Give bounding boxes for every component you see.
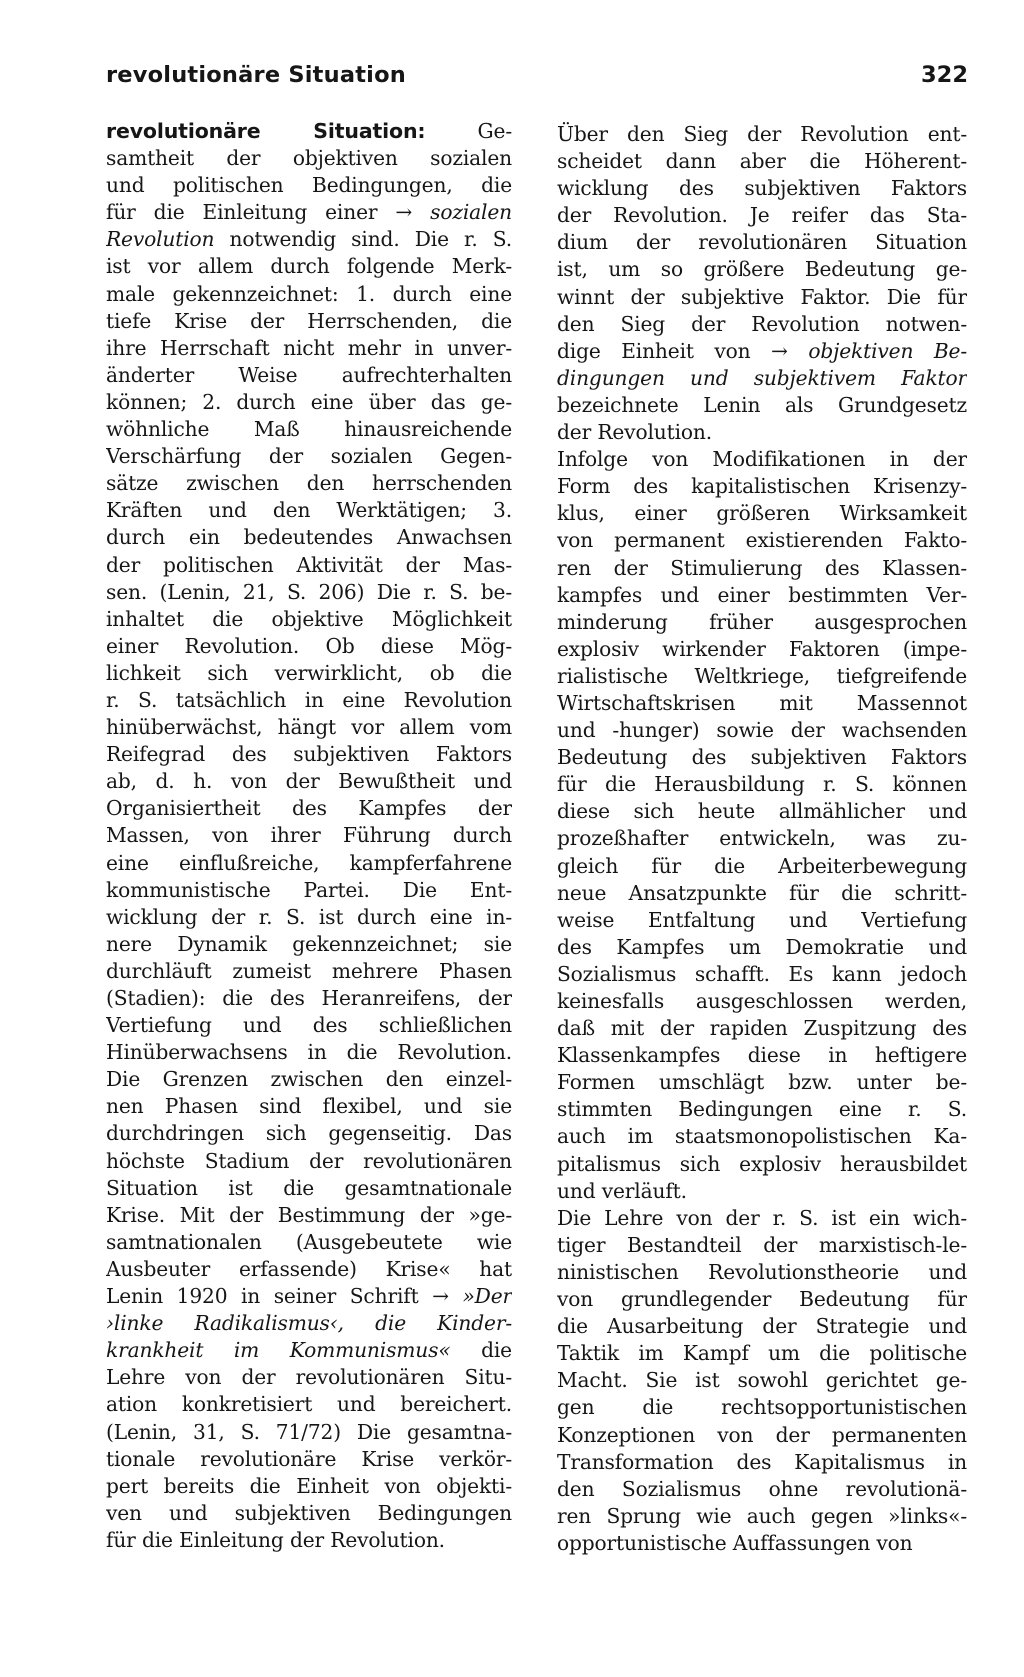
text-line: ab, d. h. von der Bewußtheit und xyxy=(106,769,512,794)
text-line: Klassenkampfes diese in heftigere xyxy=(557,1043,967,1068)
text-line: stimmten Bedingungen eine r. S. xyxy=(557,1097,967,1122)
text-line: ihre Herrschaft nicht mehr in unver- xyxy=(106,335,512,360)
text-line: Massen, von ihrer Führung durch xyxy=(106,823,512,848)
text-line: minderung früher ausgesprochen xyxy=(557,609,967,634)
text-line: neue Ansatzpunkte für die schritt- xyxy=(557,880,967,905)
text-line: ›linke Radikalismus‹, die Kinder- xyxy=(106,1311,512,1336)
text-line: r. S. tatsächlich in eine Revolution xyxy=(106,687,512,712)
text-line: Situation ist die gesamtnationale xyxy=(106,1175,512,1200)
text-line: inhaltet die objektive Möglichkeit xyxy=(106,606,512,631)
text-line: opportunistische Auffassungen von xyxy=(557,1530,913,1555)
text-line: dige Einheit von → objektiven Be- xyxy=(557,338,967,363)
text-line: Kräften und den Werktätigen; 3. xyxy=(106,498,512,523)
text-line: Die Grenzen zwischen den einzel- xyxy=(106,1067,512,1092)
text-line: hinüberwächst, hängt vor allem vom xyxy=(106,715,512,740)
text-line: dingungen und subjektivem Faktor xyxy=(557,365,967,390)
text-line: Vertiefung und des schließlichen xyxy=(106,1013,512,1038)
text-line: höchste Stadium der revolutionären xyxy=(106,1148,512,1173)
text-line: eine einflußreiche, kampferfahrene xyxy=(106,850,512,875)
text-line: Macht. Sie ist sowohl gerichtet ge- xyxy=(557,1368,967,1393)
text-line: ist, um so größere Bedeutung ge- xyxy=(557,257,967,282)
text-line: tiger Bestandteil der marxistisch-le- xyxy=(557,1232,967,1257)
text-line: von permanent existierenden Fakto- xyxy=(557,528,967,553)
text-line: können; 2. durch eine über das ge- xyxy=(106,389,512,414)
text-line: einer Revolution. Ob diese Mög- xyxy=(106,633,512,658)
text-line: durchläuft zumeist mehrere Phasen xyxy=(106,958,512,983)
text-line: Taktik im Kampf um die politische xyxy=(557,1341,967,1366)
text-line: und verläuft. xyxy=(557,1178,687,1203)
text-line: samtnationalen (Ausgebeutete wie xyxy=(106,1229,512,1254)
text-line: der Revolution. Je reifer das Sta- xyxy=(557,203,967,228)
text-line: gleich für die Arbeiterbewegung xyxy=(557,853,967,878)
text-line: Hinüberwachsens in die Revolution. xyxy=(106,1040,512,1065)
text-line: prozeßhafter entwickeln, was zu- xyxy=(557,826,967,851)
text-line: nere Dynamik gekennzeichnet; sie xyxy=(106,931,512,956)
text-line: Wirtschaftskrisen mit Massennot xyxy=(557,690,967,715)
text-line: sen. (Lenin, 21, S. 206) Die r. S. be- xyxy=(106,579,512,604)
text-line: der Revolution. xyxy=(557,420,712,445)
text-line: Lehre von der revolutionären Situ- xyxy=(106,1365,512,1390)
text-line: scheidet dann aber die Höherent- xyxy=(557,149,967,174)
text-line: samtheit der objektiven sozialen xyxy=(106,146,512,171)
text-line: weise Entfaltung und Vertiefung xyxy=(557,907,967,932)
text-line: Organisiertheit des Kampfes der xyxy=(106,796,512,821)
text-line: (Lenin, 31, S. 71/72) Die gesamtna- xyxy=(106,1419,512,1444)
entry-lemma: revolutionäre Situation: xyxy=(106,119,426,143)
text-line: male gekennzeichnet: 1. durch eine xyxy=(106,281,512,306)
text-line: ation konkretisiert und bereichert. xyxy=(106,1392,512,1417)
text-line: und politischen Bedingungen, die xyxy=(106,173,512,198)
text-line: änderter Weise aufrechterhalten xyxy=(106,362,512,387)
text-line: Konzeptionen von der permanenten xyxy=(557,1422,967,1447)
text-line: für die Einleitung einer → sozialen xyxy=(106,200,512,225)
text-line: daß mit der rapiden Zuspitzung des xyxy=(557,1016,967,1041)
text-line: explosiv wirkender Faktoren (impe- xyxy=(557,636,967,661)
text-line: Über den Sieg der Revolution ent- xyxy=(557,122,967,146)
text-line: Sozialismus schafft. Es kann jedoch xyxy=(557,961,967,986)
text-line: Infolge von Modifikationen in der xyxy=(557,447,967,472)
text-line: ven und subjektiven Bedingungen xyxy=(106,1500,512,1525)
text-line: pitalismus sich explosiv herausbildet xyxy=(557,1151,967,1176)
text-line: Formen umschlägt bzw. unter be- xyxy=(557,1070,967,1095)
text-line: ist vor allem durch folgende Merk- xyxy=(106,254,512,279)
text-line: (Stadien): die des Heranreifens, der xyxy=(106,986,512,1010)
right-column xyxy=(557,121,967,1557)
text-line: von grundlegender Bedeutung für xyxy=(557,1287,967,1312)
text-line: wicklung des subjektiven Faktors xyxy=(557,176,967,201)
text-line: tiefe Krise der Herrschenden, die xyxy=(106,308,512,333)
text-line: klus, einer größeren Wirksamkeit xyxy=(557,501,967,526)
text-line: Lenin 1920 in seiner Schrift → »Der xyxy=(106,1284,512,1309)
page-number: 322 xyxy=(921,62,968,88)
text-line: den Sieg der Revolution notwen- xyxy=(557,311,967,336)
text-line: krankheit im Kommunismus« die xyxy=(106,1338,512,1363)
text-line: Revolution notwendig sind. Die r. S. xyxy=(106,227,512,252)
text-line: Bedeutung des subjektiven Faktors xyxy=(557,745,967,770)
text-line: Ausbeuter erfassende) Krise« hat xyxy=(106,1256,512,1281)
text-line: des Kampfes um Demokratie und xyxy=(557,934,967,959)
text-line: Verschärfung der sozialen Gegen- xyxy=(106,444,512,469)
text-line: für die Herausbildung r. S. können xyxy=(557,772,967,797)
text-line: Form des kapitalistischen Krisenzy- xyxy=(557,474,967,499)
text-line: winnt der subjektive Faktor. Die für xyxy=(557,284,967,309)
text-line: ninistischen Revolutionstheorie und xyxy=(557,1259,967,1284)
text-line: tionale revolutionäre Krise verkör- xyxy=(106,1446,512,1471)
text-line: ren der Stimulierung des Klassen- xyxy=(557,555,967,580)
text-line: kampfes und einer bestimmten Ver- xyxy=(557,582,967,607)
text-line: den Sozialismus ohne revolutionä- xyxy=(557,1476,967,1501)
text-line: die Ausarbeitung der Strategie und xyxy=(557,1314,967,1339)
text-line: ren Sprung wie auch gegen »links«- xyxy=(557,1503,967,1528)
text-line: lichkeit sich verwirklicht, ob die xyxy=(106,660,512,685)
text-line: keinesfalls ausgeschlossen werden, xyxy=(557,989,967,1013)
text-line: gen die rechtsopportunistischen xyxy=(557,1395,967,1420)
text-line: rialistische Weltkriege, tiefgreifende xyxy=(557,663,967,688)
text-line: der politischen Aktivität der Mas- xyxy=(106,552,512,577)
text-line: und -hunger) sowie der wachsenden xyxy=(557,718,967,743)
text-line: Transformation des Kapitalismus in xyxy=(557,1449,967,1474)
text-line: bezeichnete Lenin als Grundgesetz xyxy=(557,392,967,417)
text-line: auch im staatsmonopolistischen Ka- xyxy=(557,1124,967,1149)
text-line: Die Lehre von der r. S. ist ein wich- xyxy=(557,1205,967,1230)
left-column xyxy=(106,118,512,1554)
text-line: pert bereits die Einheit von objekti- xyxy=(106,1473,512,1498)
text-line: revolutionäre Situation: Ge- xyxy=(106,119,512,143)
text-line: sätze zwischen den herrschenden xyxy=(106,471,512,496)
text-line: kommunistische Partei. Die Ent- xyxy=(106,877,512,902)
text-line: für die Einleitung der Revolution. xyxy=(106,1527,445,1552)
text-line: dium der revolutionären Situation xyxy=(557,230,967,255)
text-line: wöhnliche Maß hinausreichende xyxy=(106,417,512,442)
text-line: Reifegrad des subjektiven Faktors xyxy=(106,742,512,767)
text-line: diese sich heute allmählicher und xyxy=(557,799,967,824)
text-line: durch ein bedeutendes Anwachsen xyxy=(106,525,512,550)
text-line: nen Phasen sind flexibel, und sie xyxy=(106,1094,512,1119)
text-line: Krise. Mit der Bestimmung der »ge- xyxy=(106,1202,512,1227)
running-head: revolutionäre Situation xyxy=(106,62,406,88)
text-line: durchdringen sich gegenseitig. Das xyxy=(106,1121,512,1146)
text-line: wicklung der r. S. ist durch eine in- xyxy=(106,904,512,929)
